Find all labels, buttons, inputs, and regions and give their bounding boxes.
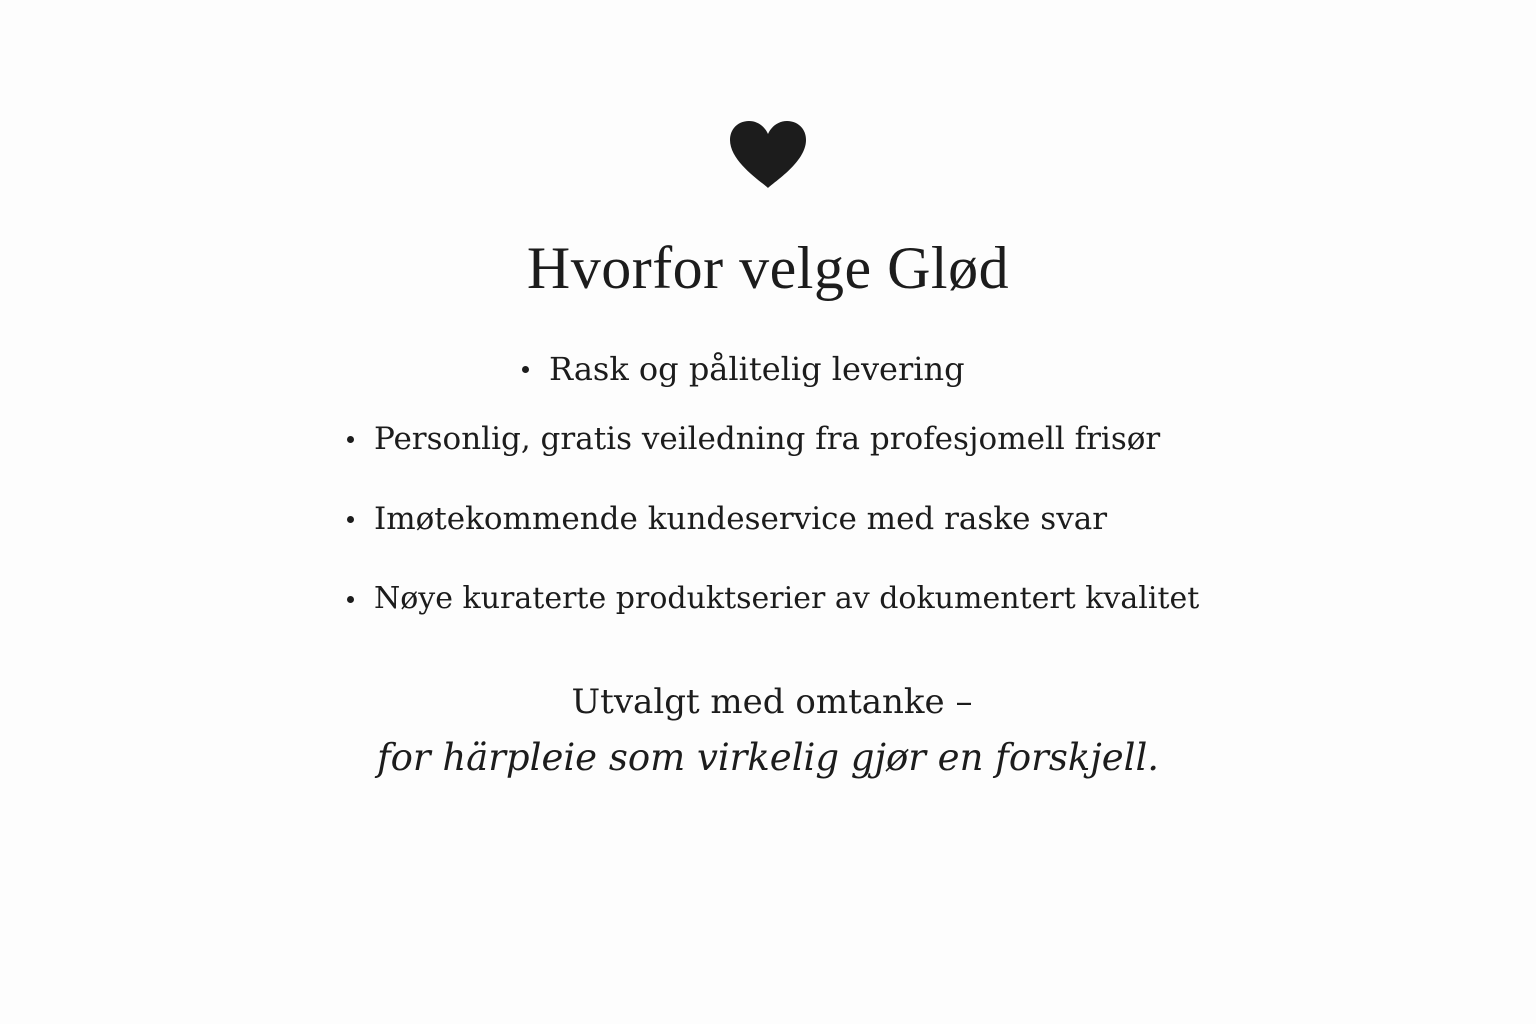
bullet-icon: [347, 436, 354, 443]
feature-label: Imøtekommende kundeservice med raske svar: [374, 501, 1108, 537]
feature-label: Personlig, gratis veiledning fra profesjomell frisør: [374, 421, 1161, 457]
heart-icon: [728, 120, 808, 190]
feature-item-delivery: [522, 347, 965, 391]
bullet-icon: [522, 366, 529, 373]
page-title: Hvorfor velge Glød: [526, 235, 1010, 301]
feature-item-curated-products: [347, 577, 1199, 621]
feature-item-guidance: [347, 417, 1160, 461]
tagline-line-2: for härpleie som virkelig gjør en forskjell.: [376, 736, 1160, 779]
feature-label: Rask og pålitelig levering: [549, 350, 965, 388]
bullet-icon: [347, 596, 354, 603]
feature-item-customer-service: [347, 497, 1107, 541]
bullet-icon: [347, 516, 354, 523]
tagline-line-1: Utvalgt med omtanke –: [571, 682, 973, 722]
feature-label: Nøye kuraterte produktserier av dokumentert kvalitet: [374, 581, 1200, 616]
